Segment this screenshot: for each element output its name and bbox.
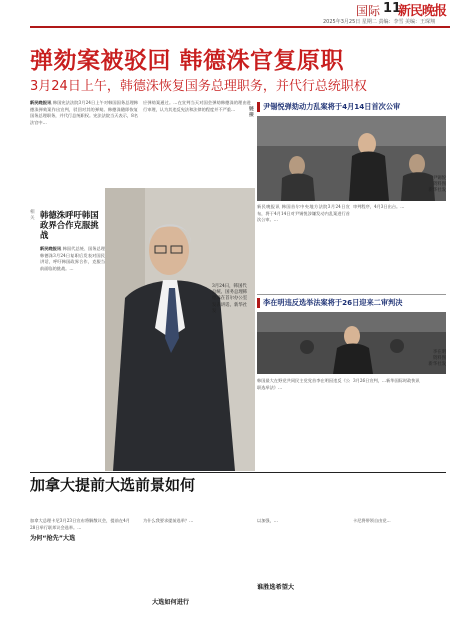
section-divider — [30, 472, 446, 473]
yoon-text-1: 新民晚报讯 韩国首尔中央地方法院3月24日宣布，将于4月14日对尹锡悦涉嫌发动内乱案进行首次公审。… — [257, 204, 350, 223]
main-photo — [105, 188, 255, 471]
masthead-rule — [30, 26, 450, 28]
lead-column-1 — [30, 100, 138, 180]
lead-text-1: 韩国宪法法院3月24日上午对韩国国务总理韩德洙弹劾案作出宣判，驳回对其的弹劾。韩德洙随即恢复国务总理职务，并代行总统职权。宪法法院当天表示，8名法官中… — [30, 100, 138, 125]
page-number: 11 — [383, 1, 402, 16]
title-accent-bar — [257, 102, 260, 112]
bottom-subhead-1: 为何“抢先”大选 — [30, 535, 76, 542]
lee-photo-credit: 李在明 资料图 新华社发 — [428, 350, 446, 367]
story-title-lee: 李在明违反选举法案将于26日迎来二审判决 — [263, 298, 403, 307]
subheadline: 3月24日上午，韩德洙恢复国务总理职务，并代行总统职权 — [30, 79, 367, 94]
related-text: 韩国代总统、国务总理韩德洙3月24日复职后发表对国民讲话，呼吁韩国政界合作，克服当前面临的挑战。… — [40, 246, 105, 271]
newspaper-logo: 新民晚报 — [398, 4, 447, 19]
bottom-col-b: 为什么我要求提前选举？… — [143, 518, 194, 523]
lee-text-1: 韩国最大在野党共同民主党党首李在明因违反《公职选举法》… — [257, 378, 350, 390]
bottom-col-d: 卡尼将带领自由党… — [353, 518, 391, 523]
related-title: 韩德洙呼吁韩国政界合作克服挑战 — [40, 210, 99, 240]
yoon-photo-credit: 尹锡悦 资料图 新华社发 — [428, 176, 446, 193]
related-byline: 新民晚报讯 — [40, 246, 62, 251]
bottom-subhead-3: 谁胜选希望大 — [257, 584, 295, 591]
photo-illustration — [105, 188, 255, 471]
bottom-col-a: 加拿大总理卡尼3月23日宣布将解散议会，提前在4月28日举行联邦议会选举。… — [30, 518, 130, 530]
lead-column-2: 应弹劾案通过。…在宣判当天对国会弹劾韩德洙的理由进行审理，认为其违反宪法和法律的程度并不严重… — [143, 100, 251, 112]
section-name: 国际 — [356, 4, 381, 18]
related-tag: 相关 — [30, 210, 35, 221]
lee-text-2: 3月26日宣判，…新华国际时政快讯 — [353, 378, 420, 383]
title-accent-bar-2 — [257, 298, 260, 308]
divider — [257, 294, 446, 295]
yoon-text-2: 审判程序，4月3日出台。… — [353, 204, 405, 209]
bottom-headline: 加拿大提前大选前景如何 — [30, 476, 196, 494]
photo-caption: 3月24日，韩国代总统、国务总理韩德洙在首尔办公室发表讲话。新华社发 — [212, 284, 248, 314]
related-body — [40, 246, 105, 378]
story-title-yoon: 尹锡悦弹劾动力乱案将于4月14日首次公审 — [263, 102, 401, 111]
bottom-subhead-2: 大选如何进行 — [152, 599, 190, 606]
main-headline: 弹劾案被驳回 韩德洙官复原职 — [30, 48, 345, 74]
byline: 新民晚报讯 — [30, 100, 52, 105]
bottom-col-c: 以加强，… — [257, 518, 278, 523]
link-label: 链接 — [249, 106, 254, 118]
issue-info: 2025年3月25日 星期二 责编：李雪 美编：王琛翔 — [323, 19, 436, 25]
